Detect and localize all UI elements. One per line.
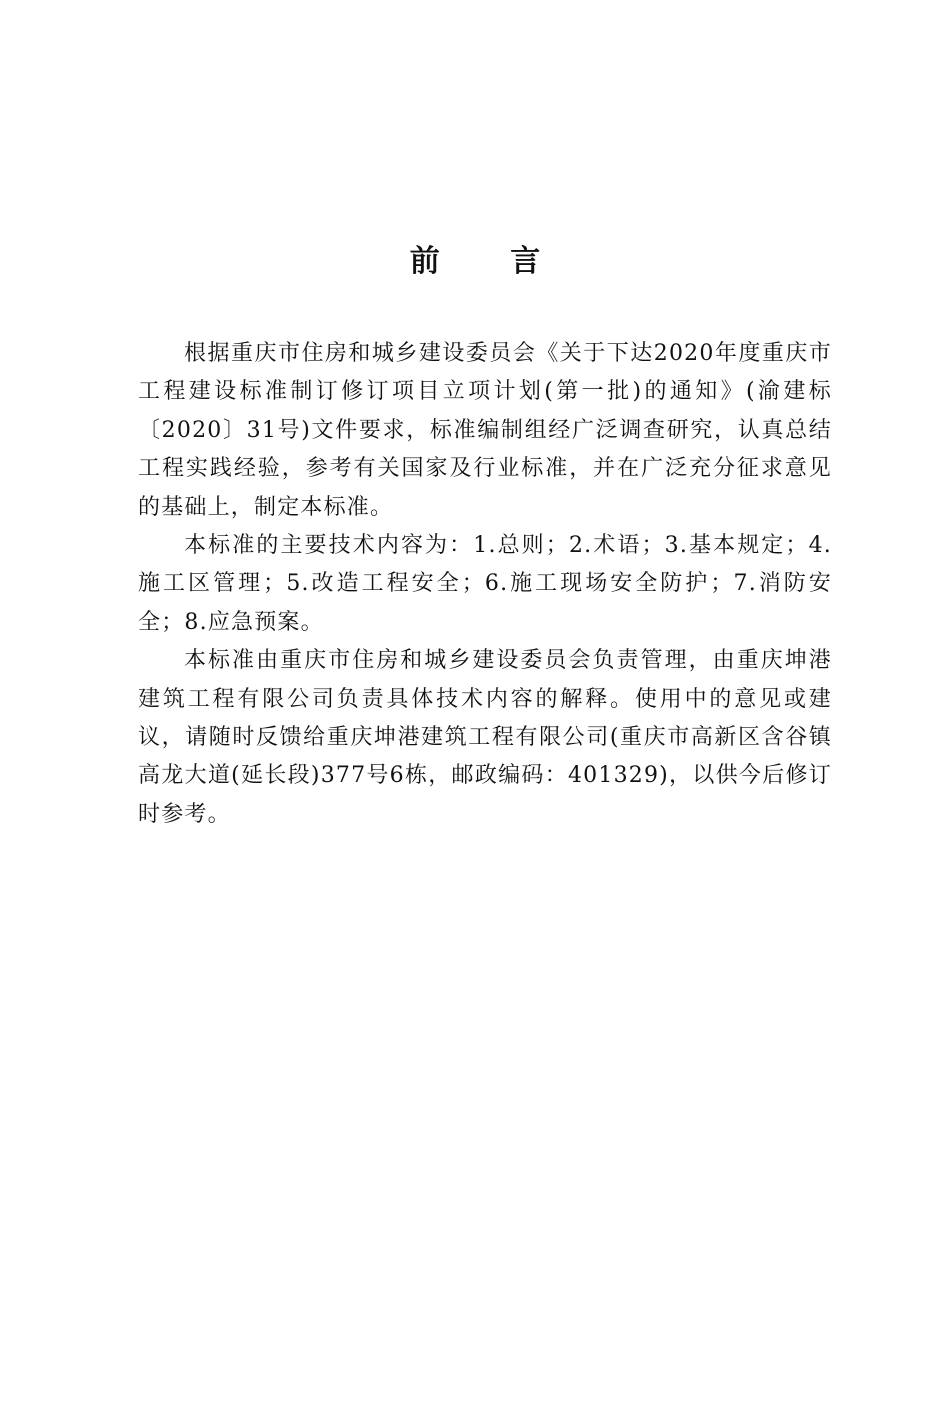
- paragraph-management: 本标准由重庆市住房和城乡建设委员会负责管理，由重庆坤港建筑工程有限公司负责具体技术内容的解释。使用中的意见或建议，请随时反馈给重庆坤港建筑工程有限公司(重庆市高新区含谷镇高龙大道(延长段)377号6栋，邮政编码：401329)，以供今后修订时参考。: [138, 648, 832, 827]
- body-text: [138, 335, 832, 834]
- paragraph-contents: 本标准的主要技术内容为：1.总则；2.术语；3.基本规定；4.施工区管理；5.改造工程安全；6.施工现场安全防护；7.消防安全；8.应急预案。: [138, 533, 832, 635]
- page-title: 前 言: [409, 244, 571, 279]
- paragraph-basis: 根据重庆市住房和城乡建设委员会《关于下达2020年度重庆市工程建设标准制订修订项目立项计划(第一批)的通知》(渝建标〔2020〕31号)文件要求，标准编制组经广泛调查研究，认真总结工程实践经验，参考有关国家及行业标准，并在广泛充分征求意见的基础上，制定本标准。: [138, 341, 832, 520]
